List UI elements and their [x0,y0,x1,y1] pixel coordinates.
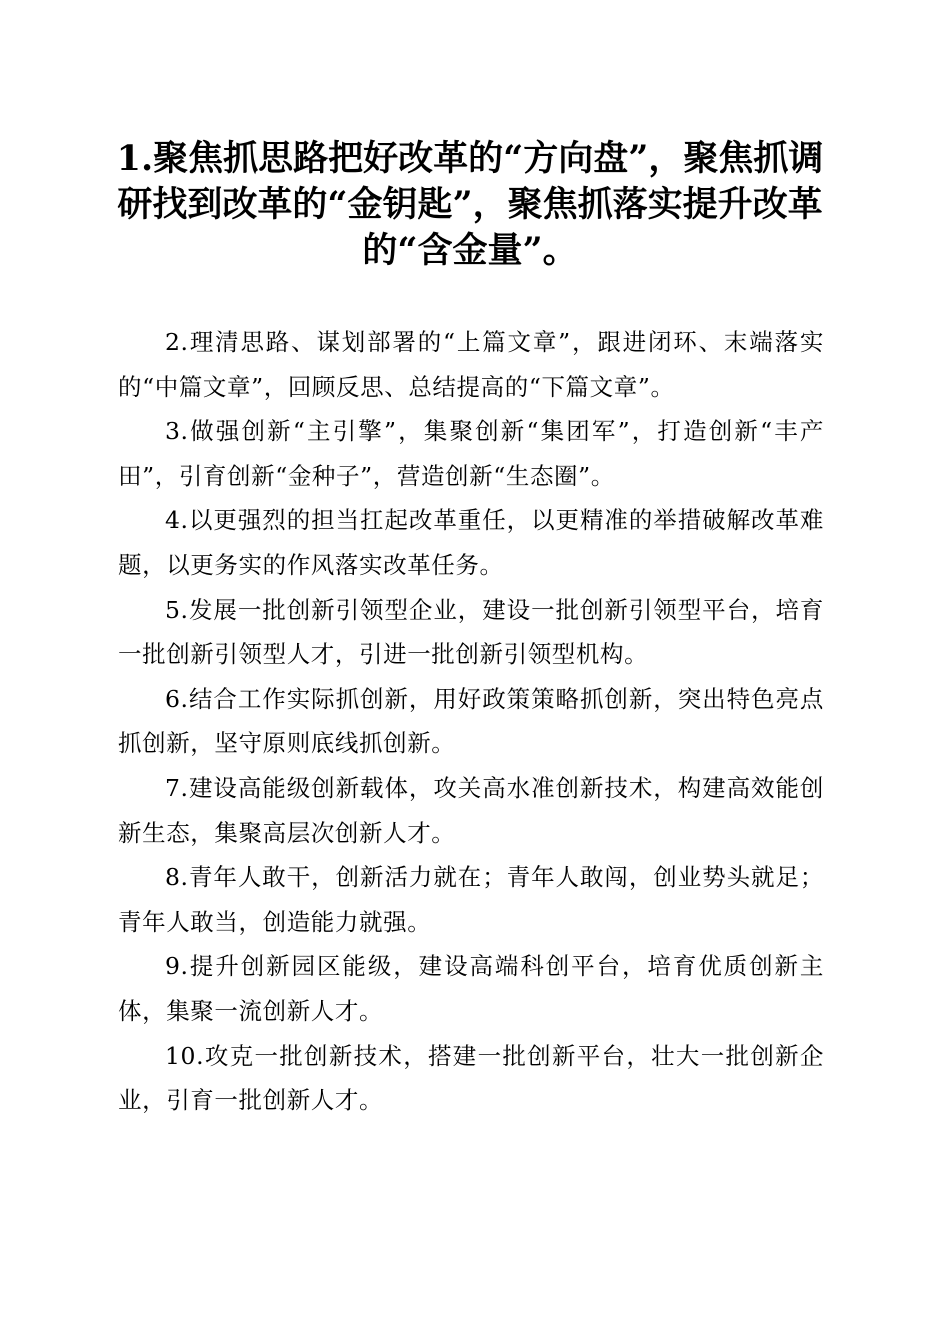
paragraph-3: 3.做强创新“主引擎”，集聚创新“集团军”，打造创新“丰产田”，引育创新“金种子”，营造创新“生态圈”。 [118,417,824,490]
paragraph-6: 6.结合工作实际抓创新，用好政策策略抓创新，突出特色亮点抓创新，坚守原则底线抓创新。 [118,684,824,758]
document-body [118,320,824,1123]
paragraph-7: 7.建设高能级创新载体，攻关高水准创新技术，构建高效能创新生态，集聚高层次创新人才。 [118,773,824,847]
paragraph-4: 4.以更强烈的担当扛起改革重任，以更精准的举措破解改革难题，以更务实的作风落实改革任务。 [118,506,824,579]
paragraph-8: 8.青年人敢干，创新活力就在；青年人敢闯，创业势头就足；青年人敢当，创造能力就强。 [118,863,824,936]
paragraph-9: 9.提升创新园区能级，建设高端科创平台，培育优质创新主体，集聚一流创新人才。 [118,952,824,1025]
paragraph-2: 2.理清思路、谋划部署的“上篇文章”，跟进闭环、末端落实的“中篇文章”，回顾反思、总结提高的“下篇文章”。 [118,328,824,401]
document-title: 1.聚焦抓思路把好改革的“方向盘”，聚焦抓调研找到改革的“金钥匙”，聚焦抓落实提升改革的“含金量”。 [116,138,824,271]
paragraph-5: 5.发展一批创新引领型企业，建设一批创新引领型平台，培育一批创新引领型人才，引进一批创新引领型机构。 [118,595,824,669]
paragraph-10: 10.攻克一批创新技术，搭建一批创新平台，壮大一批创新企业，引育一批创新人才。 [118,1041,824,1115]
